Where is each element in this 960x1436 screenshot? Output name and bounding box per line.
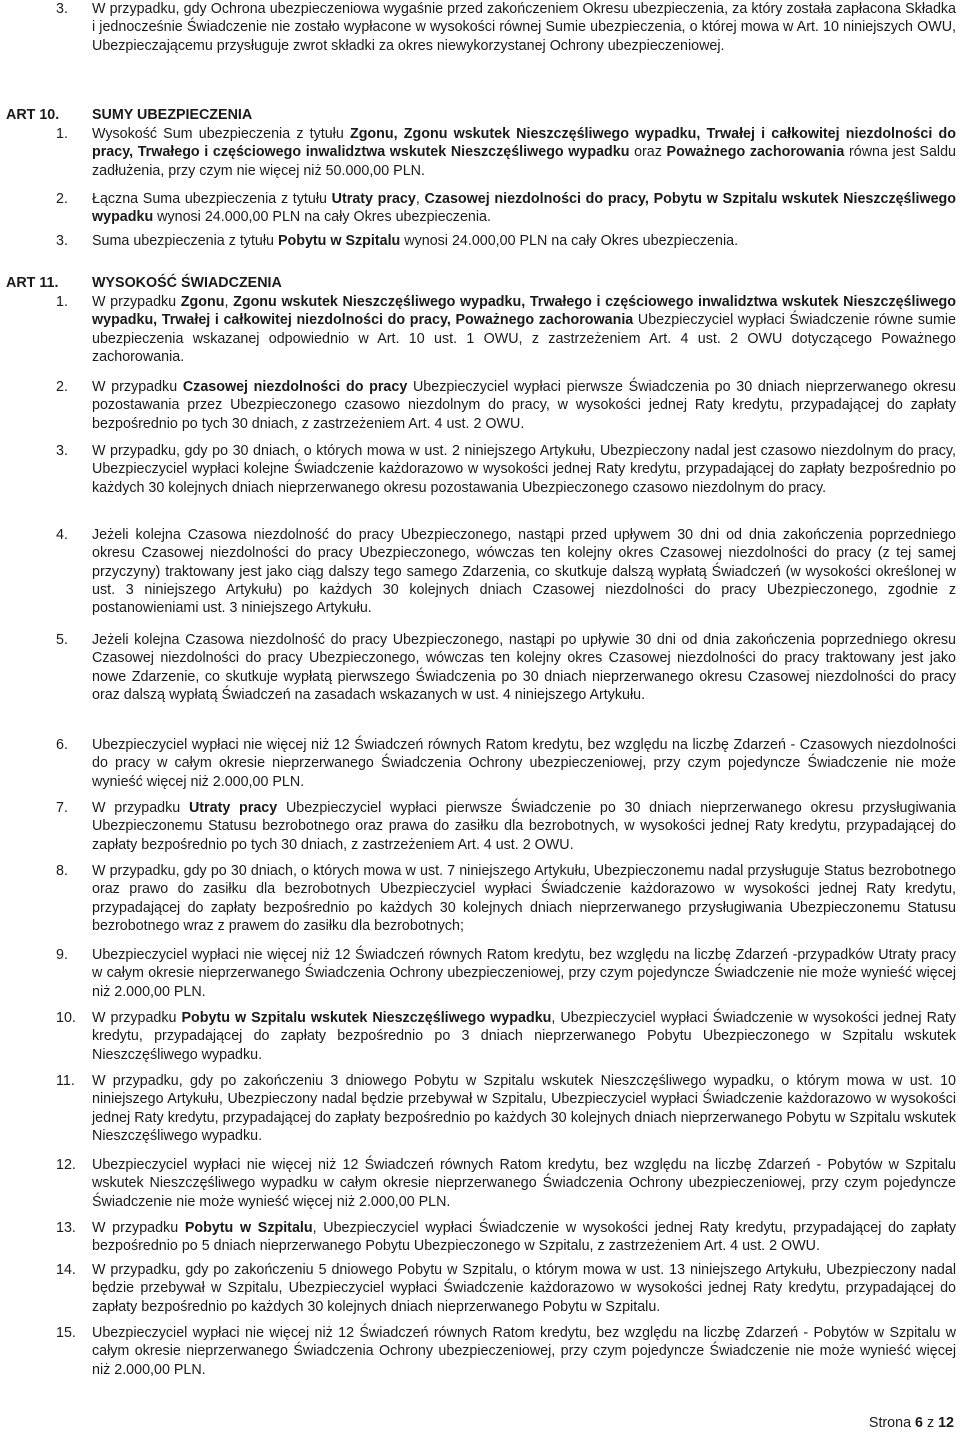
paragraph-text	[92, 293, 956, 366]
text-run: wynosi 24.000,00 PLN na cały Okres ubezpieczenia.	[400, 233, 739, 249]
paragraph-text	[92, 946, 956, 1001]
paragraph-number: 9.	[56, 947, 68, 963]
text-run: Ubezpieczyciel wypłaci nie więcej niż 12 Świadczeń równych Ratom kredytu, bez względu na liczbę Zdarzeń -przypadków Utraty pracy w całym okresie nieprzerwanego Świadczenia Ochrony ubezpieczeniowej, przy czym pojedyncze Świadczenie nie może wynieść więcej niż 2.000,00 PLN.	[92, 947, 956, 1000]
paragraph-number: 7.	[56, 800, 68, 816]
bold-term: Zgonu, Zgonu wskutek Nieszczęśliwego wypadku, Trwałej i całkowitej niezdolności do pracy, Trwałego i częściowego inwalidztwa wskutek Nieszczęśliwego wypadku	[92, 126, 956, 161]
paragraph-number: 3.	[56, 1, 68, 17]
paragraph-number: 8.	[56, 863, 68, 879]
text-run: W przypadku, gdy po 30 dniach, o których mowa w ust. 7 niniejszego Artykułu, Ubezpieczonemu nadal przysługuje Status bezrobotnego oraz prawo do zasiłku dla bezrobotnych Ubezpieczyciel wypłaci Świadczenie każdorazowo w wysokości jednej Raty kredytu, przypadającej do zapłaty bezpośrednio po każdych 30 kolejnych dniach nieprzerwanego przysługiwania Ubezpieczonemu Statusu bezrobotnego wraz z prawem do zasiłku dla bezrobotnych;	[92, 863, 956, 934]
paragraph-number: 2.	[56, 191, 68, 207]
text-run: , Ubezpieczyciel wypłaci Świadczenie w wysokości jednej Raty kredytu, przypadającej do zapłaty bezpośrednio po 5 dniach nieprzerwanego Pobytu Ubezpieczonego w Szpitalu, z zastrzeżeniem Art. 4 ust. 2 OWU.	[92, 1220, 956, 1255]
paragraph-text	[92, 442, 956, 497]
text-run: Łączna Suma ubezpieczenia z tytułu	[92, 191, 332, 207]
paragraph-number: 5.	[56, 632, 68, 648]
text-run: Ubezpieczyciel wypłaci Świadczenie równe sumie ubezpieczenia wskazanej odpowiednio w Art. 10 ust. 1 OWU, z zastrzeżeniem Art. 4 ust. 2 OWU dotyczącego Poważnego zachorowania.	[92, 312, 956, 365]
text-run: Suma ubezpieczenia z tytułu	[92, 233, 278, 249]
paragraph-number: 2.	[56, 379, 68, 395]
paragraph-number: 1.	[56, 126, 68, 142]
paragraph-text	[92, 1261, 956, 1316]
bold-term: Utraty pracy	[188, 800, 278, 816]
text-run: Ubezpieczyciel wypłaci pierwsze Świadczenie po 30 dniach nieprzerwanego okresu przysługiwania Ubezpieczonemu Statusu bezrobotnego oraz prawa do zasiłku dla bezrobotnych, w wysokości jednej Raty kredytu, przypadającej do zapłaty bezpośrednio po tych 30 dniach, z zastrzeżeniem Art. 4 ust. 2 OWU.	[92, 800, 956, 853]
text-run: , Ubezpieczyciel wypłaci Świadczenie w wysokości jednej Raty kredytu, przypadającej do zapłaty bezpośrednio po 3 dniach nieprzerwanego Pobytu Ubezpieczonego w Szpitalu wskutek Nieszczęśliwego wypadku.	[92, 1010, 956, 1063]
text-run: Wysokość Sum ubezpieczenia z tytułu	[92, 126, 350, 142]
paragraph-text	[92, 1324, 956, 1379]
paragraph-text	[92, 1156, 956, 1211]
paragraph-number: 3.	[56, 443, 68, 459]
text-run: ,	[415, 191, 425, 207]
text-run: W przypadku, gdy po zakończeniu 3 dniowego Pobytu w Szpitalu wskutek Nieszczęśliwego wypadku, o którym mowa w ust. 10 niniejszego Artykułu, Ubezpieczony nadal będzie przebywał w Szpitalu, Ubezpieczyciel wypłaci Świadczenie każdorazowo w wysokości jednej Raty kredytu, przypadającej do zapłaty bezpośrednio po każdych 30 kolejnych dniach nieprzerwanego Pobytu w Szpitalu wskutek Nieszczęśliwego wypadku.	[92, 1073, 956, 1144]
paragraph-number: 11.	[56, 1073, 75, 1089]
bold-term: Pobytu w Szpitalu	[277, 233, 401, 249]
text-run: W przypadku	[92, 294, 181, 310]
text-run: W przypadku	[92, 1220, 185, 1236]
bold-term: Pobytu w Szpitalu	[184, 1220, 313, 1236]
article-title: SUMY UBEZPIECZENIA	[92, 107, 253, 123]
footer-label: Strona	[868, 1415, 912, 1431]
paragraph-text	[92, 736, 956, 791]
text-run: W przypadku	[92, 800, 189, 816]
paragraph-text	[92, 125, 956, 180]
total-page-number: 12	[938, 1415, 954, 1431]
text-run: W przypadku	[92, 379, 183, 395]
paragraph-number: 3.	[56, 233, 68, 249]
paragraph-text	[92, 1009, 956, 1064]
text-run: W przypadku	[92, 1010, 182, 1026]
text-run: Ubezpieczyciel wypłaci nie więcej niż 12 Świadczeń równych Ratom kredytu, bez względu na liczbę Zdarzeń - Czasowych niezdolności do pracy w całym okresie nieprzerwanego Świadczenia Ochrony ubezpieczeniowej, przy czym pojedyncze Świadczenie nie może wynieść więcej niż 2.000,00 PLN.	[92, 737, 956, 790]
bold-term: Pobytu w Szpitalu wskutek Nieszczęśliwego wypadku	[181, 1010, 552, 1026]
text-run: W przypadku, gdy po 30 dniach, o których mowa w ust. 2 niniejszego Artykułu, Ubezpieczony nadal jest czasowo niezdolnym do pracy, Ubezpieczyciel wypłaci kolejne Świadczenie każdorazowo w wysokości jednej Raty kredytu, przypadającej do zapłaty bezpośrednio po każdych 30 kolejnych dniach nieprzerwanego okresu pozostawania Ubezpieczonego czasowo niezdolnym do pracy.	[92, 443, 956, 496]
bold-term: Zgonu	[180, 294, 225, 310]
paragraph-text	[92, 378, 956, 433]
article-title: WYSOKOŚĆ ŚWIADCZENIA	[92, 275, 282, 291]
text-run: ,	[224, 294, 234, 310]
paragraph-number: 6.	[56, 737, 68, 753]
paragraph-text	[92, 526, 956, 617]
paragraph-number: 10.	[56, 1010, 76, 1026]
text-run: W przypadku, gdy po zakończeniu 5 dniowego Pobytu w Szpitalu, o którym mowa w ust. 13 niniejszego Artykułu, Ubezpieczony nadal będzie przebywał w Szpitalu, Ubezpieczyciel wypłaci Świadczenie każdorazowo w wysokości jednej Raty kredytu, przypadającej do zapłaty bezpośrednio po każdych 30 kolejnych dniach nieprzerwanego Pobytu w Szpitalu.	[92, 1262, 956, 1315]
bold-term: Czasowej niezdolności do pracy	[182, 379, 408, 395]
text-run: równa jest Saldu zadłużenia, przy czym nie więcej niż 50.000,00 PLN.	[92, 144, 956, 179]
footer-separator: z	[926, 1415, 935, 1431]
article-number: ART 10.	[6, 107, 60, 123]
paragraph-text	[92, 1072, 956, 1145]
bold-term: Czasowej niezdolności do pracy, Pobytu w Szpitalu wskutek Nieszczęśliwego wypadku	[92, 191, 956, 226]
paragraph-text	[92, 0, 956, 55]
paragraph-text	[92, 862, 956, 935]
current-page-number: 6	[915, 1415, 923, 1431]
text-run: Jeżeli kolejna Czasowa niezdolność do pracy Ubezpieczonego, nastąpi po upływie 30 dni od dnia zakończenia poprzedniego okresu Czasowej niezdolności do pracy Ubezpieczonego, wówczas ten kolejny okres Czasowej niezdolności do pracy traktowany jest jako nowe Zdarzenie, co skutkuje wypłatą pierwszego Świadczenia po 30 dniach nieprzerwanego okresu Czasowej niezdolności do pracy oraz dalszą wypłatą Świadczeń na zasadach wskazanych w ust. 4 niniejszego Artykułu.	[92, 632, 956, 703]
paragraph-text	[92, 631, 956, 704]
paragraph-number: 13.	[56, 1220, 76, 1236]
text-run: Ubezpieczyciel wypłaci nie więcej niż 12 Świadczeń równych Ratom kredytu, bez względu na liczbę Zdarzeń - Pobytów w Szpitalu wskutek Nieszczęśliwego wypadku w całym okresie nieprzerwanego Świadczenia Ochrony ubezpieczeniowej, przy czym pojedyncze Świadczenie nie może wynieść więcej niż 2.000,00 PLN.	[92, 1157, 956, 1210]
bold-term: Zgonu wskutek Nieszczęśliwego wypadku, Trwałego i częściowego inwalidztwa wskutek Nieszczęśliwego wypadku, Trwałej i całkowitej niezdolności do pracy, Poważnego zachorowania	[92, 294, 956, 329]
paragraph-number: 15.	[56, 1325, 76, 1341]
text-run: oraz	[629, 144, 667, 161]
bold-term: Utraty pracy	[331, 191, 416, 207]
paragraph-text	[92, 799, 956, 854]
text-run: Jeżeli kolejna Czasowa niezdolność do pracy Ubezpieczonego, nastąpi przed upływem 30 dni od dnia zakończenia poprzedniego okresu Czasowej niezdolności do pracy Ubezpieczonego, wówczas ten kolejny okres Czasowej niezdolności do pracy (z tej samej przyczyny) traktowany jest jako ciąg dalszy tego samego Zdarzenia, co skutkuje dalszą wypłatą Świadczeń (w wysokości określonej w ust. 3 niniejszego Artykułu) po każdych 30 kolejnych dniach Czasowej niezdolności do pracy Ubezpieczonego, zgodnie z postanowieniami ust. 3 niniejszego Artykułu.	[92, 527, 956, 617]
paragraph-number: 1.	[56, 294, 68, 310]
paragraph-number: 12.	[56, 1157, 76, 1173]
paragraph-text	[92, 1219, 956, 1256]
article-number: ART 11.	[6, 275, 59, 291]
text-run: Ubezpieczyciel wypłaci pierwsze Świadczenia po 30 dniach nieprzerwanego okresu pozostawania przez Ubezpieczonego czasowo niezdolnym do pracy, w wysokości jednej Raty kredytu, przypadającej do zapłaty bezpośrednio po tych 30 dniach, z zastrzeżeniem Art. 4 ust. 2 OWU.	[92, 379, 956, 432]
paragraph-number: 14.	[56, 1262, 76, 1278]
paragraph-text	[92, 232, 956, 250]
bold-term: Poważnego zachorowania	[666, 144, 845, 161]
text-run: Ubezpieczyciel wypłaci nie więcej niż 12 Świadczeń równych Ratom kredytu, bez względu na liczbę Zdarzeń - Pobytów w Szpitalu w całym okresie nieprzerwanego Świadczenia Ochrony ubezpieczeniowej, przy czym pojedyncze Świadczenie nie może wynieść więcej niż 2.000,00 PLN.	[92, 1325, 956, 1378]
text-run: wynosi 24.000,00 PLN na cały Okres ubezpieczenia.	[153, 209, 491, 226]
text-run: W przypadku, gdy Ochrona ubezpieczeniowa wygaśnie przed zakończeniem Okresu ubezpieczenia, za który została zapłacona Składka i jednocześnie Świadczenie nie zostało wypłacone w wysokości równej Sumie ubezpieczenia, o której mowa w Art. 10 niniejszych OWU, Ubezpieczającemu przysługuje zwrot składki za okres niewykorzystanej Ochrony ubezpieczeniowej.	[92, 1, 956, 54]
paragraph-number: 4.	[56, 527, 68, 543]
paragraph-text	[92, 190, 956, 227]
page-footer	[869, 1414, 954, 1432]
